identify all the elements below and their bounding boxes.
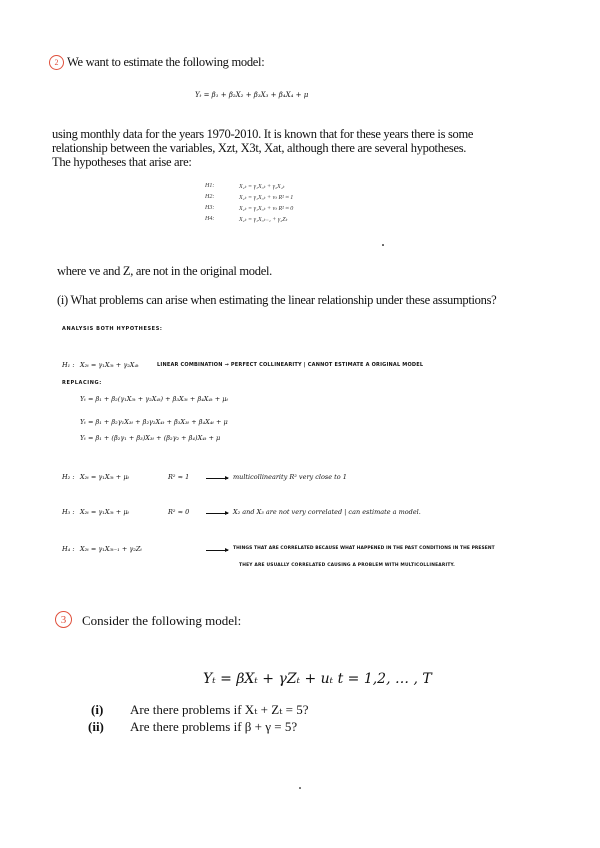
hypothesis-equation: X₂ₜ = γ₁X₃ₜ + γ₂X₄ₜ: [239, 184, 285, 190]
section-2-number: 2: [49, 55, 64, 70]
question-3-i-text: Are there problems if Xₜ + Zₜ = 5?: [130, 702, 309, 717]
hw-replacing: REPLACING:: [62, 380, 102, 386]
hw-h4-equation: X₂ₜ = γ₁X₃ₜ₋₁ + γ₂Zₜ: [80, 545, 142, 553]
hw-h3-note: X₂ and X₃ are not very correlated | can estimate a model.: [233, 508, 421, 516]
hypothesis-label: H2:: [205, 194, 215, 200]
where-line: where ve and Z, are not in the original model.: [57, 264, 272, 278]
hw-replacing-line-3: Yₜ = β₁ + (β₂γ₁ + β₃)X₃ₜ + (β₂γ₂ + β₄)X₄ₜ + μ: [80, 434, 221, 442]
paragraph-line-3: The hypotheses that arise are:: [52, 155, 192, 169]
hw-h3-r2: R² ≈ 0: [168, 508, 190, 516]
hypothesis-label: H4:: [205, 216, 215, 222]
hypothesis-label: H3:: [205, 205, 215, 211]
hypotheses-list: [205, 183, 293, 227]
hw-h2-equation: X₂ₜ = γ₁X₃ₜ + μₜ: [80, 473, 130, 481]
question-3-ii-text: Are there problems if β + γ = 5?: [130, 719, 298, 734]
arrow-icon: [206, 478, 228, 479]
hw-replacing-line-1: Yₜ = β₁ + β₂(γ₁X₃ₜ + γ₂X₄ₜ) + β₃X₃ₜ + β₄X₄ₜ + μₜ: [80, 395, 229, 403]
question-3-ii-label: (ii): [88, 719, 104, 734]
hypothesis-row: [205, 205, 293, 216]
hypothesis-row: [205, 183, 293, 194]
section-3-model-equation: Yₜ = βXₜ + γZₜ + uₜ t = 1,2, … , T: [203, 671, 432, 687]
hw-h4-note-2: THEY ARE USUALLY CORRELATED CAUSING A PROBLEM WITH MULTICOLLINEARITY.: [239, 563, 456, 568]
hw-h2-note: multicollinearity R² very close to 1: [233, 473, 347, 481]
hw-h4-note-1: THINGS THAT ARE CORRELATED BECAUSE WHAT HAPPENED IN THE PAST CONDITIONS IN THE PRESENT: [233, 546, 495, 551]
hypothesis-row: [205, 194, 293, 205]
hypothesis-equation: X₂ₜ = γ₁X₃ₜ + vₜ R² ≈ 0: [239, 206, 294, 212]
hypothesis-equation: X₂ₜ = γ₁X₃ₜ₋₁ + γ₂Zₜ: [239, 217, 288, 223]
hw-analyse-heading: ANALYSIS BOTH HYPOTHESES:: [62, 326, 163, 332]
paragraph-line-2: relationship between the variables, Xzt, X3t, Xat, although there are several hypotheses.: [52, 141, 467, 155]
hw-h1-note: LINEAR COMBINATION → PERFECT COLLINEARITY | CANNOT ESTIMATE A ORIGINAL MODEL: [157, 362, 424, 368]
arrow-icon: [206, 550, 228, 551]
arrow-icon: [206, 513, 228, 514]
hw-replacing-line-2: Yₜ = β₁ + β₂γ₁X₃ₜ + β₂γ₂X₄ₜ + β₃X₃ₜ + β₄X₄ₜ + μ: [80, 418, 228, 426]
hypothesis-label: H1:: [205, 183, 215, 189]
hw-h3-label: H₃ :: [62, 508, 75, 516]
stray-dot: [382, 244, 384, 246]
hypothesis-equation: X₂ₜ = γ₁X₃ₜ + vₜ R² ≈ 1: [239, 195, 294, 201]
hw-h2-r2: R² ≈ 1: [168, 473, 190, 481]
hypothesis-row: [205, 216, 293, 227]
section-2-heading: We want to estimate the following model:: [67, 55, 265, 69]
question-i: (i) What problems can arise when estimating the linear relationship under these assumptions?: [57, 293, 497, 307]
section-3-number: 3: [55, 611, 72, 628]
paragraph-line-1: using monthly data for the years 1970-2010. It is known that for these years there is some: [52, 127, 474, 141]
stray-dot: [299, 787, 301, 789]
model-equation: Yₜ = β₁ + β₂X₂ + β₃X₃ + β₄X₄ + μ: [195, 91, 309, 99]
hw-h1-equation: X₂ₜ = γ₁X₃ₜ + γ₂X₄ₜ: [80, 361, 139, 369]
hw-h4-label: H₄ :: [62, 545, 75, 553]
question-3-i-label: (i): [91, 702, 104, 717]
hw-h3-equation: X₂ₜ = γ₁X₃ₜ + μₜ: [80, 508, 130, 516]
hw-h1-label: H₁ :: [62, 361, 75, 369]
hw-h2-label: H₂ :: [62, 473, 75, 481]
section-3-heading: Consider the following model:: [82, 613, 242, 628]
